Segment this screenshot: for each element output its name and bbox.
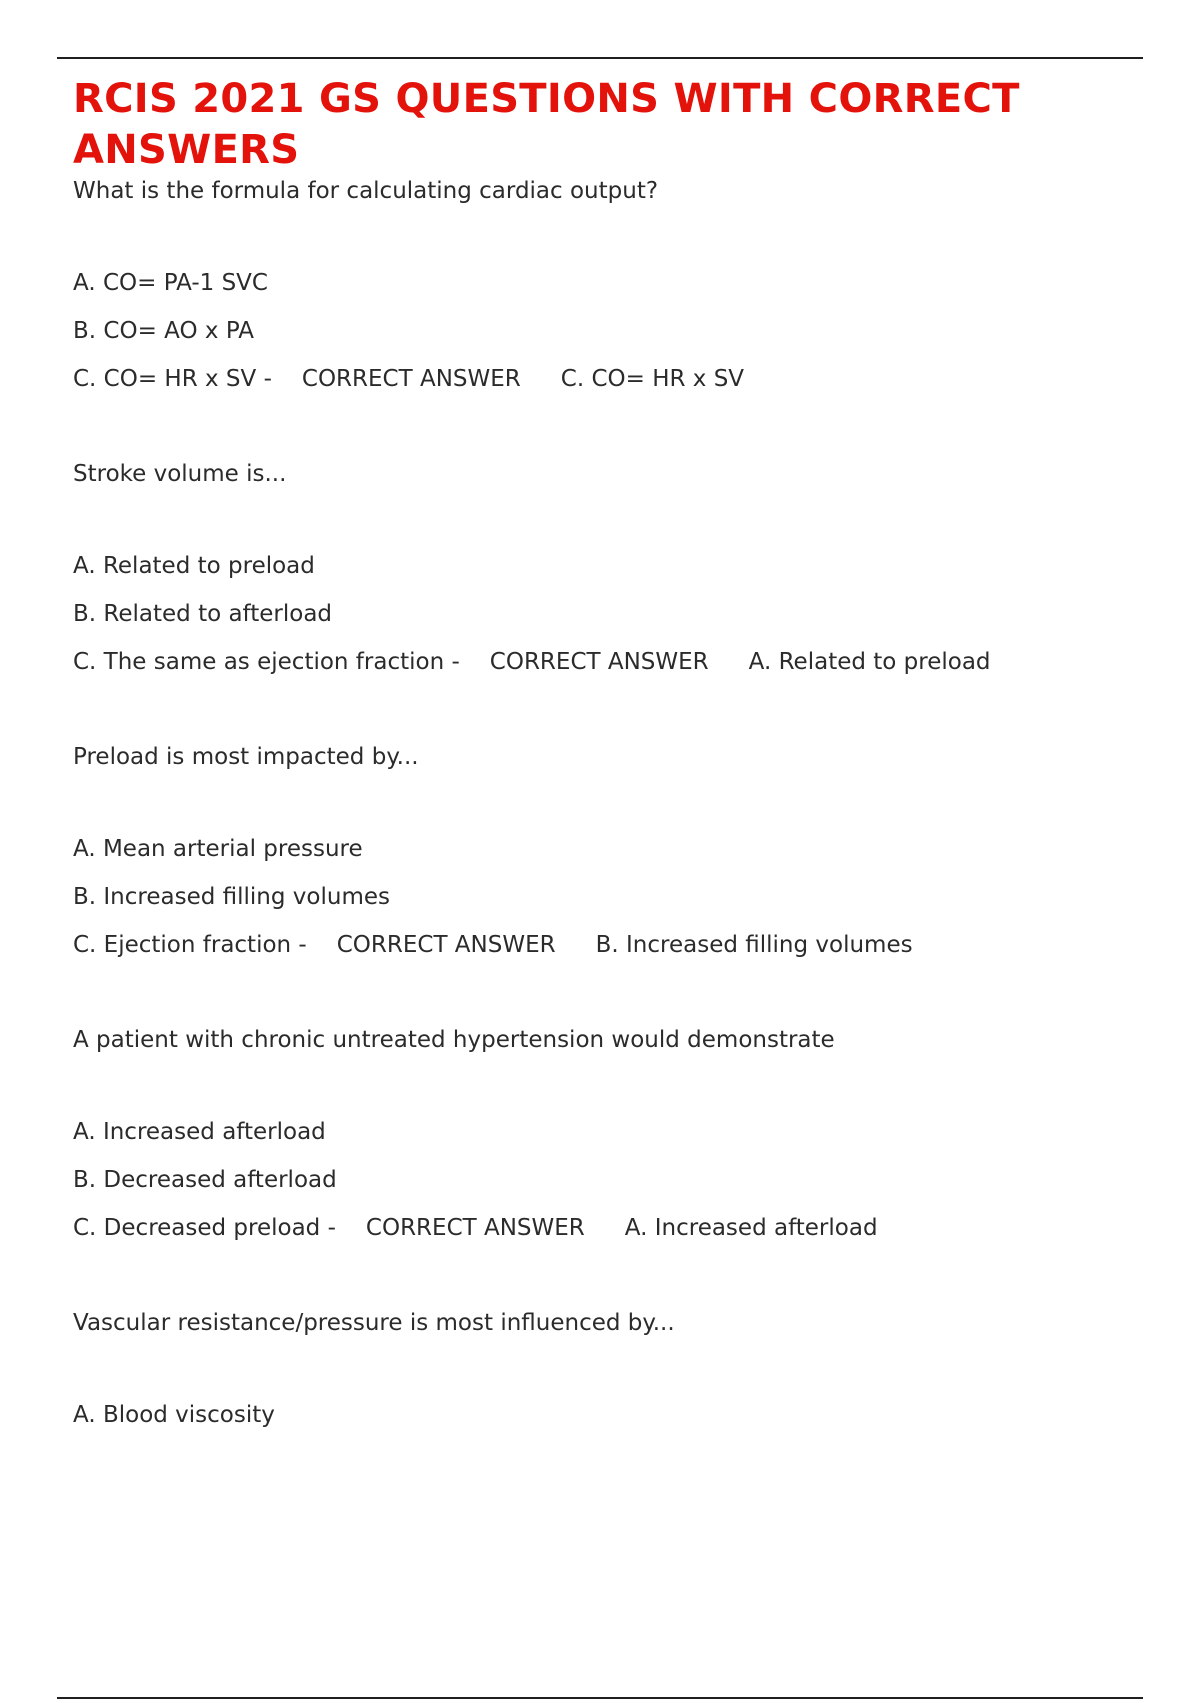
option-b: B. CO= AO x PA [73,318,254,344]
options-list [73,1400,1143,1448]
question-text: Preload is most impacted by... [73,744,419,770]
option-b: B. Related to afterload [73,601,333,627]
correct-answer-value: B. Increased filling volumes [595,932,913,958]
option-b: B. Decreased afterload [73,1167,337,1193]
question-block [73,1025,1143,1261]
correct-answer-label: CORRECT ANSWER [336,932,556,958]
option-a: A. Related to preload [73,553,315,579]
bottom-rule [57,1697,1143,1699]
option-c: C. Decreased preload - CORRECT ANSWER A. Increased afterload [73,1215,878,1241]
options-list [73,268,1143,412]
option-c: C. Ejection fraction - CORRECT ANSWER B. Increased filling volumes [73,932,913,958]
correct-answer-value: A. Increased afterload [624,1215,878,1241]
question-block [73,742,1143,978]
question-text: A patient with chronic untreated hypertension would demonstrate [73,1027,835,1053]
question-text: Stroke volume is... [73,461,287,487]
correct-answer-label: CORRECT ANSWER [365,1215,585,1241]
question-block [73,1308,1143,1448]
option-a: A. Increased afterload [73,1119,326,1145]
options-list [73,551,1143,695]
options-list [73,1117,1143,1261]
option-b: B. Increased filling volumes [73,884,390,910]
correct-answer-label: CORRECT ANSWER [301,366,521,392]
correct-answer-label: CORRECT ANSWER [489,649,709,675]
option-c: C. The same as ejection fraction - CORRECT ANSWER A. Related to preload [73,649,991,675]
question-text: What is the formula for calculating cardiac output? [73,178,659,204]
correct-answer-value: A. Related to preload [748,649,991,675]
correct-answer-value: C. CO= HR x SV [560,366,745,392]
options-list [73,834,1143,978]
question-text: Vascular resistance/pressure is most influenced by... [73,1310,675,1336]
option-a: A. CO= PA-1 SVC [73,270,268,296]
option-c: C. CO= HR x SV - CORRECT ANSWER C. CO= HR x SV [73,366,745,392]
top-rule [57,57,1143,59]
question-block [73,459,1143,695]
document-title: RCIS 2021 GS QUESTIONS WITH CORRECT ANSWERS [73,76,1020,173]
question-block [73,176,1143,412]
document-body [73,74,1143,1448]
option-a: A. Blood viscosity [73,1402,275,1428]
option-a: A. Mean arterial pressure [73,836,363,862]
